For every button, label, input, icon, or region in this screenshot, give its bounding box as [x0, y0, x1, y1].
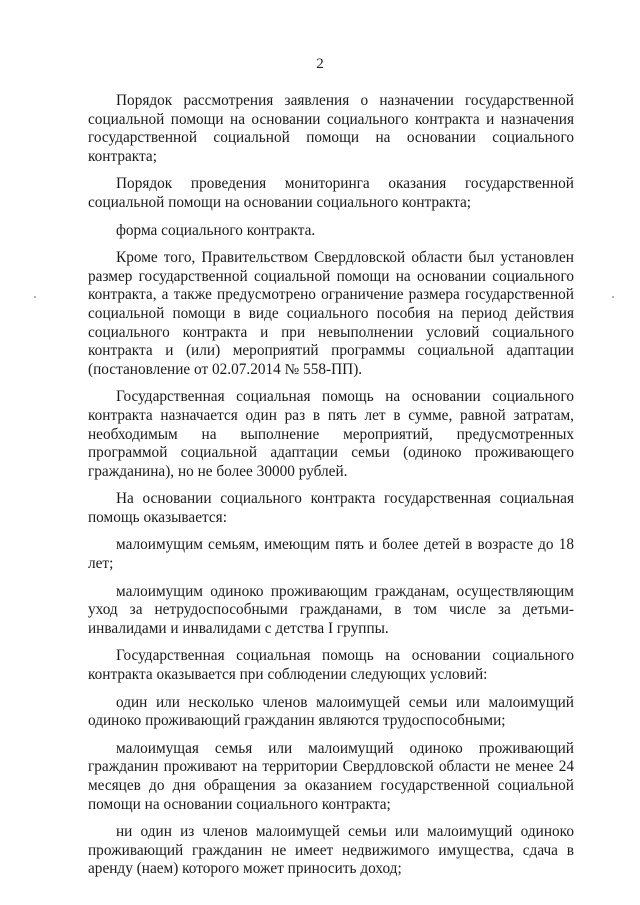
page-number: 2 [316, 56, 324, 72]
paragraph-11: малоимущая семья или малоимущий одиноко проживающий гражданин проживают на территории Свердловской области не менее 24 месяцев до дня обращения за оказанием государственной социальной помощи на основании социального контракта; [88, 739, 574, 813]
paragraph-10: один или несколько членов малоимущей семьи или малоимущий одиноко проживающий гражданин являются трудоспособными; [88, 693, 574, 730]
paragraph-3: форма социального контракта. [116, 221, 316, 239]
scan-speck [34, 296, 36, 298]
paragraph-2: Порядок проведения мониторинга оказания государственной социальной помощи на основании социального контракта; [88, 175, 574, 211]
paragraph-4: Кроме того, Правительством Свердловской области был установлен размер государственной социальной помощи на основании социального контракта, а также предусмотрено ограничение размера государственной социальной помощи в виде социального пособия на период действия социального контракта и при невыполнении условий социального контракта и (или) мероприятий программы социальной адаптации (постановление от 02.07.2014 № 558-ПП). [88, 249, 574, 378]
paragraph-8: малоимущим одиноко проживающим гражданам, осуществляющим уход за нетрудоспособными гражданами, в том числе за детьми-инвалидами и инвалидами с детства I группы. [88, 582, 574, 637]
paragraph-5: Государственная социальная помощь на основании социального контракта назначается один раз в пять лет в сумме, равной затратам, необходимым на выполнение мероприятий, предусмотренных программой социальной адаптации семьи (одиноко проживающего гражданина), но не более 30000 рублей. [88, 388, 574, 480]
document-body [88, 92, 574, 888]
paragraph-7: малоимущим семьям, имеющим пять и более детей в возрасте до 18 лет; [88, 536, 574, 573]
paragraph-6: На основании социального контракта государственная социальная помощь оказывается: [88, 490, 574, 526]
paragraph-1: Порядок рассмотрения заявления о назначении государственной социальной помощи на основании социального контракта и назначения государственной социальной помощи на основании социального контракта; [88, 92, 574, 165]
scan-speck [612, 296, 614, 298]
paragraph-12: ни один из членов малоимущей семьи или малоимущий одиноко проживающий гражданин не имеет недвижимого имущества, сдача в аренду (наем) которого может приносить доход; [88, 823, 574, 878]
paragraph-9: Государственная социальная помощь на основании социального контракта оказывается при соблюдении следующих условий: [88, 647, 574, 684]
